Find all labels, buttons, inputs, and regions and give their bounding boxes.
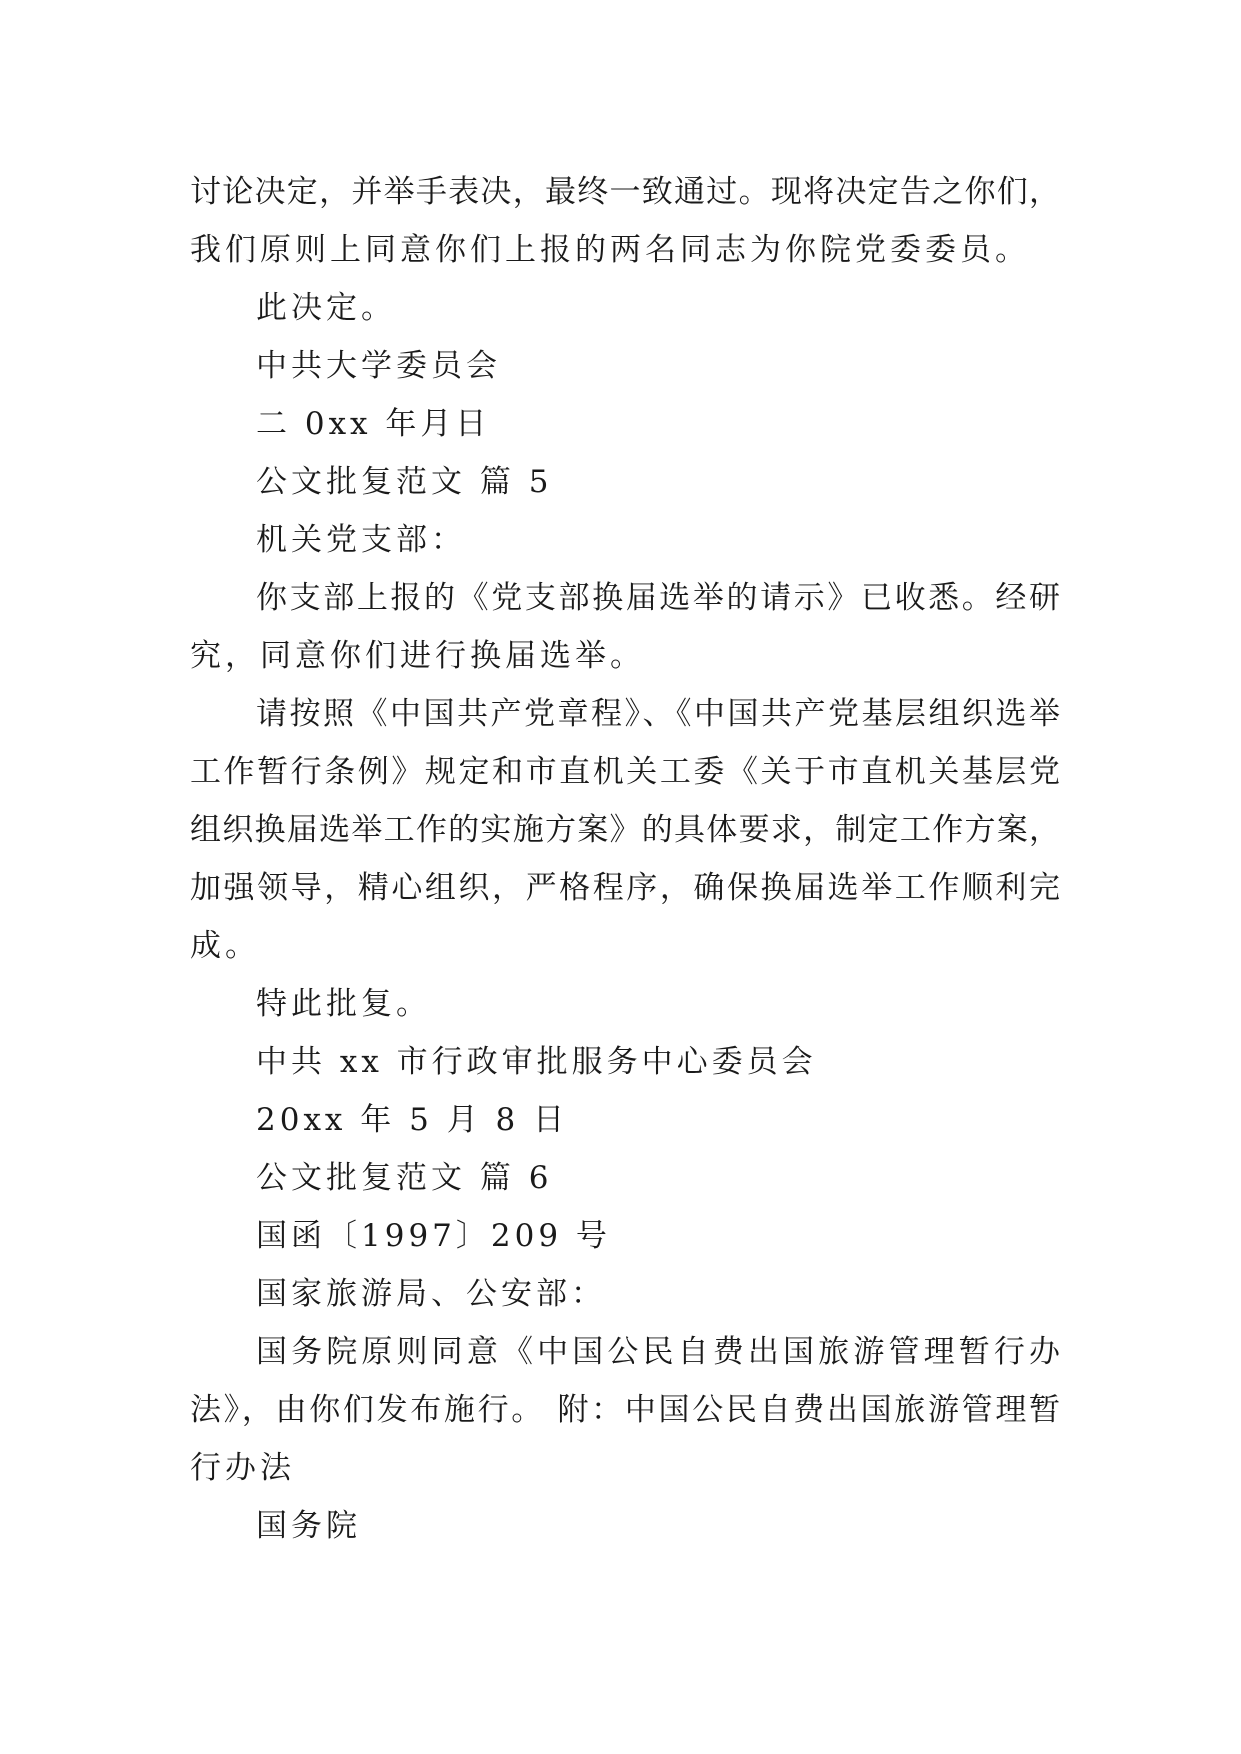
body-text-line: 特此批复。 bbox=[256, 986, 431, 1022]
body-text-line: 法》，由你们发布施行。 附：中国公民自费出国旅游管理暂 bbox=[190, 1392, 1060, 1428]
signature-org: 中共 xx 市行政审批服务中心委员会 bbox=[256, 1044, 817, 1080]
body-text-line: 成。 bbox=[190, 928, 260, 964]
body-text-line: 加强领导，精心组织，严格程序，确保换届选举工作顺利完 bbox=[190, 870, 1060, 906]
signature-date: 20xx 年 5 月 8 日 bbox=[256, 1102, 569, 1138]
body-text-line: 国务院原则同意《中国公民自费出国旅游管理暂行办 bbox=[256, 1334, 1060, 1370]
body-text-line: 我们原则上同意你们上报的两名同志为你院党委委员。 bbox=[190, 232, 1030, 268]
addressee: 国家旅游局、公安部： bbox=[256, 1276, 606, 1312]
signature-date: 二 0xx 年月日 bbox=[256, 406, 491, 442]
body-text-line: 组织换届选举工作的实施方案》的具体要求，制定工作方案， bbox=[190, 812, 1060, 848]
signature-org: 国务院 bbox=[256, 1508, 361, 1544]
body-text-line: 你支部上报的《党支部换届选举的请示》已收悉。经研 bbox=[256, 580, 1060, 616]
body-text-line: 行办法 bbox=[190, 1450, 295, 1486]
document-number: 国函〔1997〕209 号 bbox=[256, 1218, 611, 1254]
signature-org: 中共大学委员会 bbox=[256, 348, 501, 384]
body-text-line: 请按照《中国共产党章程》、《中国共产党基层组织选举 bbox=[256, 696, 1060, 732]
section-heading: 公文批复范文 篇 5 bbox=[256, 464, 553, 500]
body-text-line: 此决定。 bbox=[256, 290, 396, 326]
body-text-line: 究，同意你们进行换届选举。 bbox=[190, 638, 645, 674]
body-text-line: 讨论决定，并举手表决，最终一致通过。现将决定告之你们， bbox=[190, 174, 1060, 210]
section-heading: 公文批复范文 篇 6 bbox=[256, 1160, 553, 1196]
addressee: 机关党支部： bbox=[256, 522, 466, 558]
body-text-line: 工作暂行条例》规定和市直机关工委《关于市直机关基层党 bbox=[190, 754, 1060, 790]
